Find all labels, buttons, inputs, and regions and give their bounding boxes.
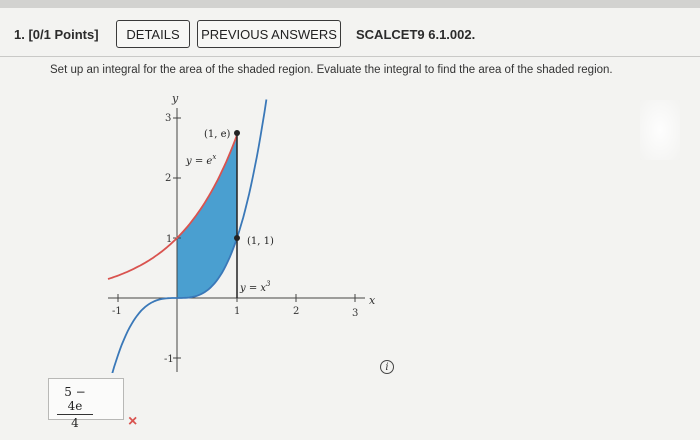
area-graph xyxy=(100,88,390,373)
point-1-1-label: (1, 1) xyxy=(247,236,274,247)
y-tick-label: -1 xyxy=(164,354,174,365)
question-source-code: SCALCET9 6.1.002. xyxy=(356,27,476,42)
info-icon[interactable]: i xyxy=(380,360,394,374)
question-instruction: Set up an integral for the area of the shaded region. Evaluate the integral to find the area of the shaded region. xyxy=(50,64,613,76)
incorrect-icon: × xyxy=(128,413,138,430)
y-tick-label: 3 xyxy=(165,113,172,124)
x-axis-label: x xyxy=(369,294,376,307)
previous-answers-button[interactable]: PREVIOUS ANSWERS xyxy=(197,20,341,48)
point-1-1 xyxy=(234,235,240,241)
y-tick-label: 1 xyxy=(166,234,173,245)
x-tick-label: 3 xyxy=(352,308,359,319)
answer-box[interactable] xyxy=(48,378,124,430)
screen-glare xyxy=(640,100,680,160)
y-axis-label: y xyxy=(172,92,179,105)
y-tick-label: 2 xyxy=(165,173,172,184)
question-number: 1. [0/1 Points] xyxy=(14,27,99,42)
details-button[interactable]: DETAILS xyxy=(116,20,190,48)
answer-numerator: 5 − 4e xyxy=(57,385,93,415)
exp-curve-label: $y = e^x$ xyxy=(186,153,217,167)
x-tick-label: -1 xyxy=(112,306,122,317)
point-1-e-label: (1, e) xyxy=(204,129,231,140)
header-divider xyxy=(0,56,700,57)
x-tick-label: 2 xyxy=(293,306,300,317)
answer-fraction xyxy=(57,385,93,430)
point-1-e xyxy=(234,130,240,136)
answer-denominator: 4 xyxy=(71,416,79,430)
x-tick-label: 1 xyxy=(234,306,241,317)
cubic-curve-label: $y = x^3$ xyxy=(240,280,271,294)
